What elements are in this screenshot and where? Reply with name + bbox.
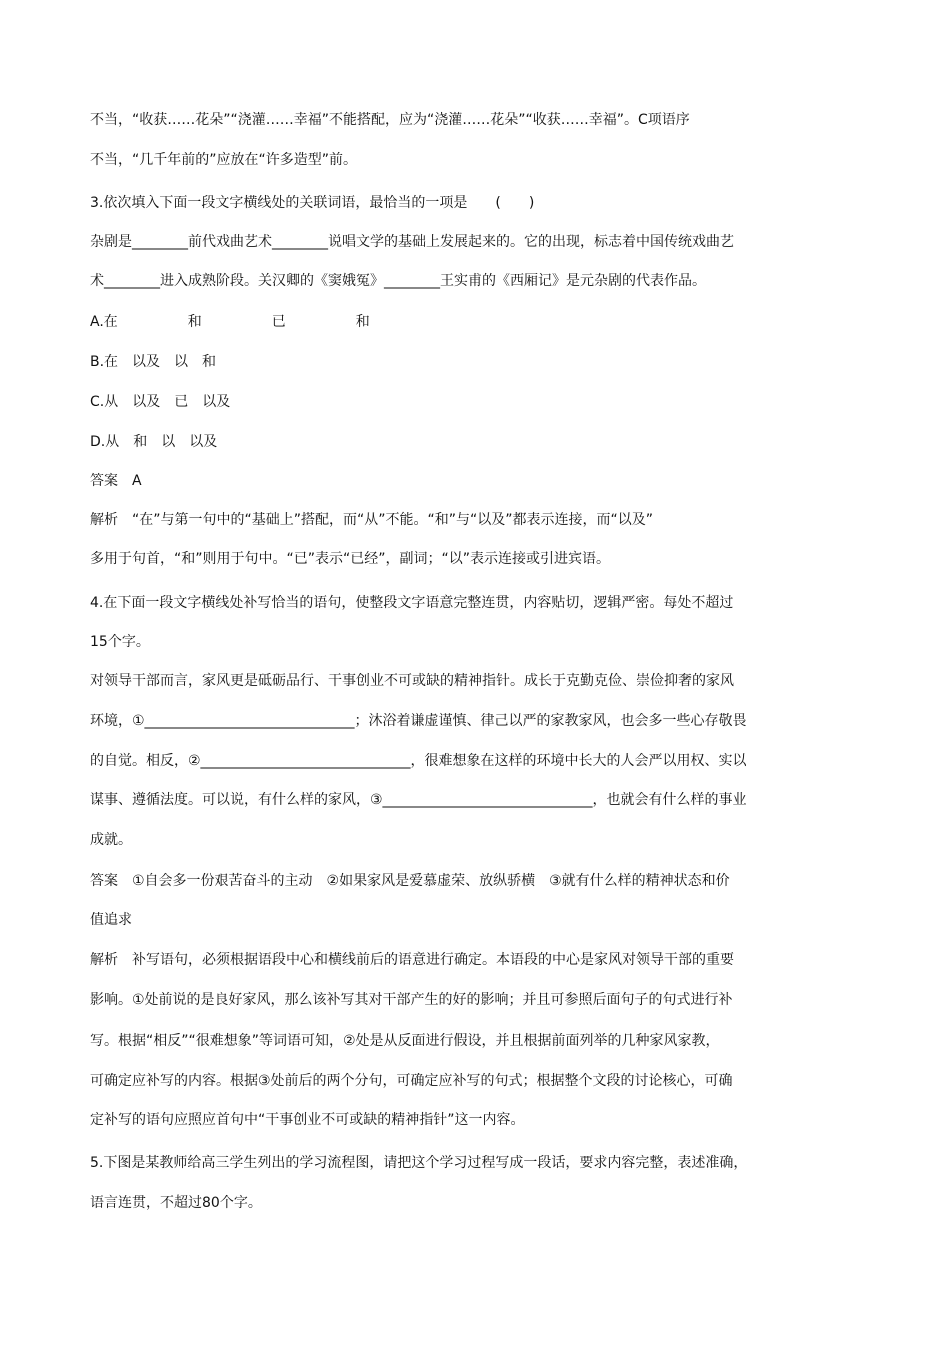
option-a: A.在 和 已 和 xyxy=(90,314,370,330)
text-line: 不当，“几千年前的”应放在“许多造型”前。 xyxy=(90,152,358,168)
text-line: 术________进入成熟阶段。关汉卿的《窦娥冤》________王实甫的《西厢记》是元杂剧的代表作品。 xyxy=(90,273,706,289)
text-line: 可确定应补写的内容。根据③处前后的两个分句，可确定应补写的句式；根据整个文段的讨论核心，可确 xyxy=(90,1073,733,1089)
question-3-stem: 3.依次填入下面一段文字横线处的关联词语，最恰当的一项是 ( ) xyxy=(90,195,535,211)
option-c: C.从 以及 已 以及 xyxy=(90,394,231,410)
text-line: 语言连贯，不超过80个字。 xyxy=(90,1195,262,1211)
text-line: 对领导干部而言，家风更是砥砺品行、干事创业不可或缺的精神指针。成长于克勤克俭、崇俭抑奢的家风 xyxy=(90,673,734,689)
text-line: 多用于句首，“和”则用于句中。“已”表示“已经”，副词；“以”表示连接或引进宾语。 xyxy=(90,551,611,567)
explanation-4: 解析 补写语句，必须根据语段中心和横线前后的语意进行确定。本语段的中心是家风对领导干部的重要 xyxy=(90,952,734,968)
text-line: 的自觉。相反，②______________________________，很难想象在这样的环境中长大的人会严以用权、实以 xyxy=(90,753,747,769)
answer-3: 答案 A xyxy=(90,473,142,489)
text-line: 写。根据“相反”“很难想象”等词语可知，②处是从反面进行假设，并且根据前面列举的几种家风家教， xyxy=(90,1033,720,1049)
option-d: D.从 和 以 以及 xyxy=(90,434,218,450)
option-b: B.在 以及 以 和 xyxy=(90,354,217,370)
text-line: 谋事、遵循法度。可以说，有什么样的家风，③______________________________，也就会有什么样的事业 xyxy=(90,792,747,808)
text-line: 成就。 xyxy=(90,832,132,848)
explanation-3: 解析 “在”与第一句中的“基础上”搭配，而“从”不能。“和”与“以及”都表示连接，而“以及” xyxy=(90,512,654,528)
question-4-stem: 4.在下面一段文字横线处补写恰当的语句，使整段文字语意完整连贯，内容贴切，逻辑严密。每处不超过 xyxy=(90,595,734,611)
text-line: 杂剧是________前代戏曲艺术________说唱文学的基础上发展起来的。它的出现，标志着中国传统戏曲艺 xyxy=(90,234,734,250)
question-5-stem: 5.下图是某教师给高三学生列出的学习流程图，请把这个学习过程写成一段话，要求内容完整，表述准确， xyxy=(90,1155,748,1171)
text-line: 值追求 xyxy=(90,912,132,928)
text-line: 环境，①______________________________；沐浴着谦虚谨慎、律己以严的家教家风，也会多一些心存敬畏 xyxy=(90,713,747,729)
text-line: 定补写的语句应照应首句中“干事创业不可或缺的精神指针”这一内容。 xyxy=(90,1112,525,1128)
text-line: 15个字。 xyxy=(90,634,150,650)
text-line: 不当，“收获……花朵”“浇灌……幸福”不能搭配，应为“浇灌……花朵”“收获……幸福”。C项语序 xyxy=(90,112,690,128)
text-line: 影响。①处前说的是良好家风，那么该补写其对干部产生的好的影响；并且可参照后面句子的句式进行补 xyxy=(90,992,733,1008)
answer-4: 答案 ①自会多一份艰苦奋斗的主动 ②如果家风是爱慕虚荣、放纵骄横 ③就有什么样的精神状态和价 xyxy=(90,873,730,889)
